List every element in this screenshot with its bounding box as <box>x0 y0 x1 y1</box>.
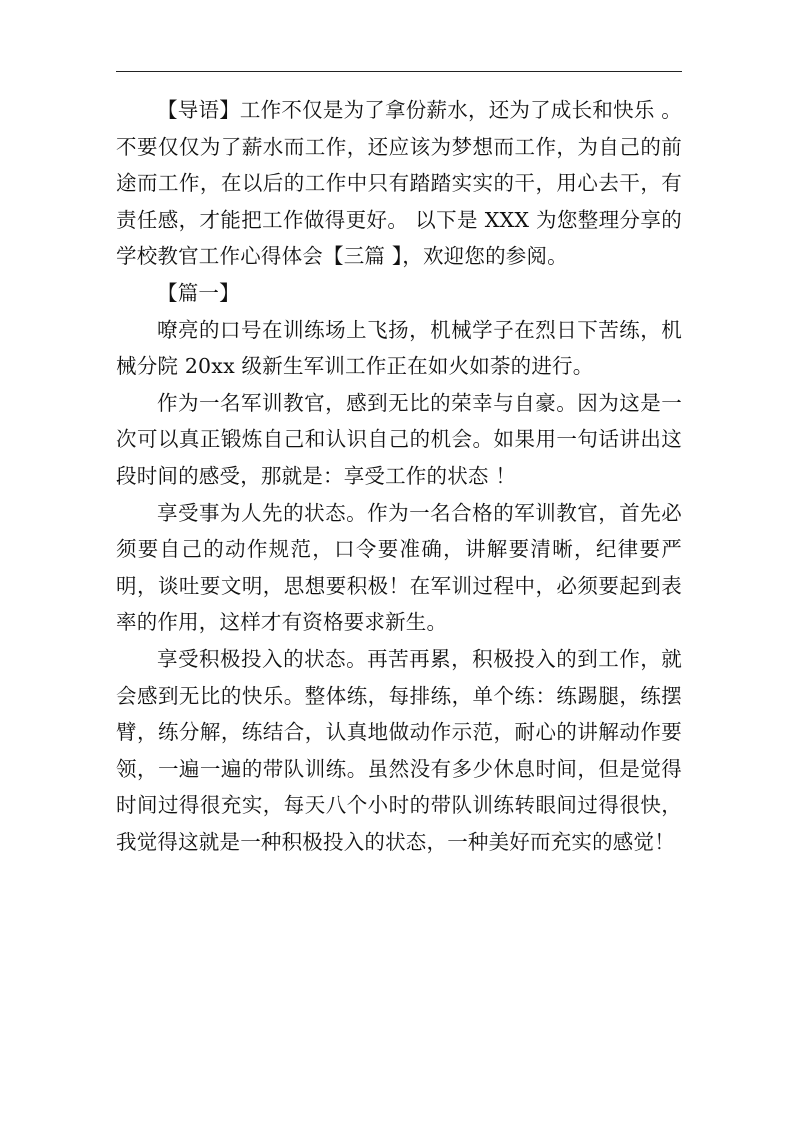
document-body <box>116 92 682 860</box>
intro-paragraph: 【导语】工作不仅是为了拿份薪水，还为了成长和快乐 。不要仅仅为了薪水而工作，还应该为梦想而工作，为自己的前途而工作，在以后的工作中只有踏踏实实的干，用心去干，有责任感，才能把工作做得更好。 以下是 XXX 为您整理分享的学校教官工作心得体会【三篇 】，欢迎您的参阅。 <box>116 98 682 269</box>
section-heading-part-one: 【篇一】 <box>157 280 240 305</box>
body-paragraph: 作为一名军训教官，感到无比的荣幸与自豪。因为这是一次可以真正锻炼自己和认识自己的机会。如果用一句话讲出这段时间的感受，那就是：享受工作的状态 ！ <box>116 390 682 488</box>
body-paragraph: 享受事为人先的状态。作为一名合格的军训教官，首先必须要自己的动作规范，口令要准确，讲解要清晰，纪律要严明，谈吐要文明，思想要积极！在军训过程中，必须要起到表率的作用，这样才有资格要求新生。 <box>116 500 682 635</box>
header-rule <box>116 71 682 72</box>
body-paragraph: 嘹亮的口号在训练场上飞扬，机械学子在烈日下苦练，机械分院 20xx 级新生军训工作正在如火如荼的进行。 <box>116 317 682 379</box>
body-paragraph: 享受积极投入的状态。再苦再累，积极投入的到工作，就会感到无比的快乐。整体练，每排练，单个练：练踢腿，练摆臂，练分解，练结合，认真地做动作示范，耐心的讲解动作要领，一遍一遍的带队训练。虽然没有多少休息时间，但是觉得时间过得很充实，每天八个小时的带队训练转眼间过得很快，我觉得这就是一种积极投入的状态，一种美好而充实的感觉！ <box>116 646 682 854</box>
